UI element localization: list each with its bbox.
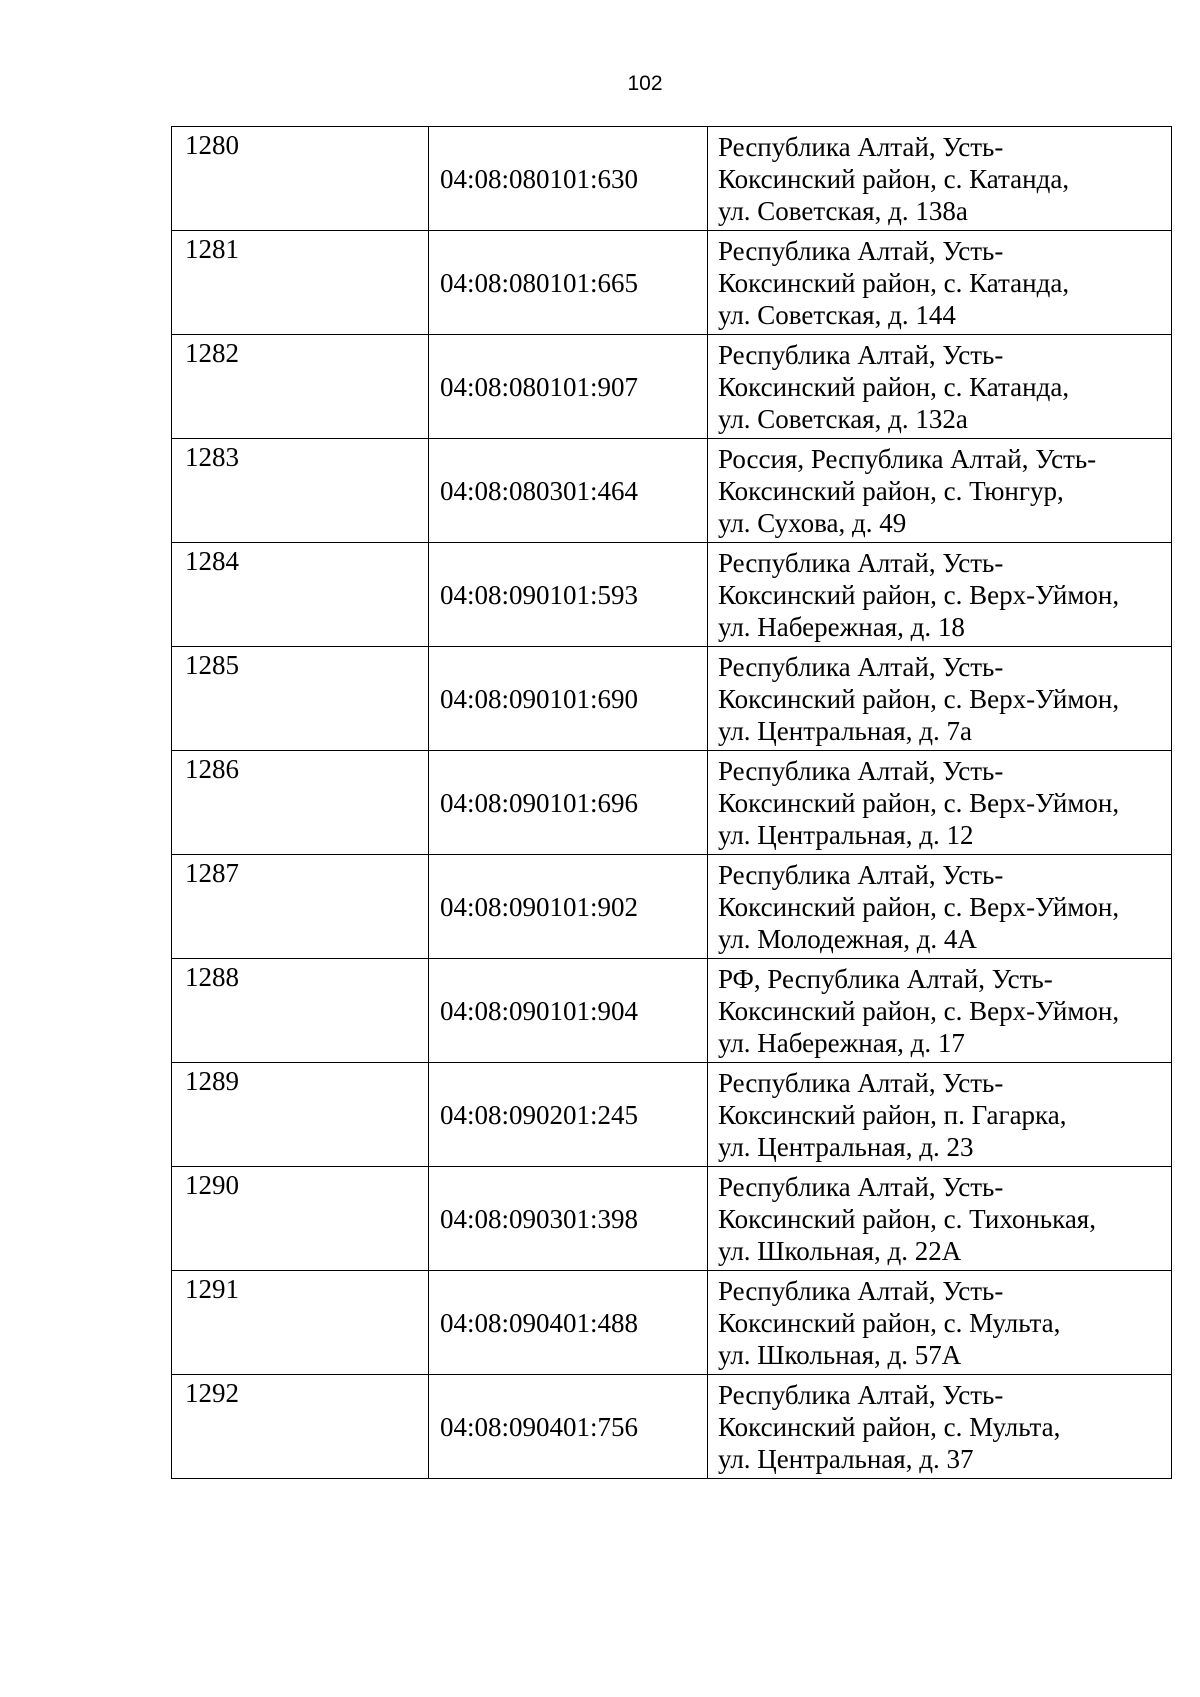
table-row — [172, 1271, 1172, 1375]
table-row — [172, 1063, 1172, 1167]
address-line: ул. Набережная, д. 17 — [718, 1027, 965, 1058]
address-line: Коксинский район, с. Верх-Уймон, — [718, 787, 1120, 818]
address-cell — [708, 335, 1172, 439]
address-line: ул. Школьная, д. 22А — [718, 1235, 962, 1266]
address-line: Республика Алтай, Усть- — [718, 651, 1004, 682]
address-line: Республика Алтай, Усть- — [718, 859, 1004, 890]
table-row — [172, 127, 1172, 231]
cadastral-number-cell — [429, 1271, 708, 1375]
cadastral-number: 04:08:090301:398 — [440, 1203, 639, 1234]
row-number: 1285 — [185, 650, 239, 680]
cadastral-number-cell — [429, 1375, 708, 1479]
address-line: Республика Алтай, Усть- — [718, 1067, 1004, 1098]
table-row — [172, 855, 1172, 959]
address-line: Республика Алтай, Усть- — [718, 755, 1004, 786]
row-number-cell — [172, 543, 429, 647]
row-number-cell — [172, 1167, 429, 1271]
address-cell — [708, 1271, 1172, 1375]
cadastral-number: 04:08:080101:630 — [440, 163, 639, 194]
address-line: Республика Алтай, Усть- — [718, 339, 1004, 370]
row-number: 1292 — [185, 1378, 239, 1408]
address-cell — [708, 231, 1172, 335]
cadastral-number: 04:08:090101:696 — [440, 787, 639, 818]
cadastral-number-cell — [429, 127, 708, 231]
address-line: ул. Школьная, д. 57А — [718, 1339, 962, 1370]
cadastral-number-cell — [429, 1063, 708, 1167]
row-number-cell — [172, 127, 429, 231]
row-number-cell — [172, 959, 429, 1063]
cadastral-number: 04:08:090101:902 — [440, 891, 639, 922]
row-number-cell — [172, 335, 429, 439]
row-number: 1281 — [185, 234, 239, 264]
cadastral-number: 04:08:090101:904 — [440, 995, 639, 1026]
row-number-cell — [172, 231, 429, 335]
address-line: РФ, Республика Алтай, Усть- — [718, 963, 1053, 994]
cadastral-number-cell — [429, 231, 708, 335]
address-line: ул. Советская, д. 132а — [718, 403, 968, 434]
cadastral-number: 04:08:080101:665 — [440, 267, 639, 298]
address-line: ул. Центральная, д. 12 — [718, 819, 974, 850]
address-line: Коксинский район, с. Катанда, — [718, 267, 1070, 298]
address-line: ул. Советская, д. 138а — [718, 195, 968, 226]
address-cell — [708, 959, 1172, 1063]
address-cell — [708, 647, 1172, 751]
address-line: Коксинский район, с. Верх-Уймон, — [718, 995, 1120, 1026]
address-line: Республика Алтай, Усть- — [718, 1275, 1004, 1306]
row-number-cell — [172, 1063, 429, 1167]
table-row — [172, 751, 1172, 855]
cadastral-number: 04:08:090401:488 — [440, 1307, 639, 1338]
address-line: ул. Центральная, д. 37 — [718, 1443, 974, 1474]
row-number-cell — [172, 1271, 429, 1375]
address-line: Республика Алтай, Усть- — [718, 235, 1004, 266]
address-line: ул. Набережная, д. 18 — [718, 611, 965, 642]
address-cell — [708, 1375, 1172, 1479]
row-number: 1288 — [185, 962, 239, 992]
cadastral-number-cell — [429, 335, 708, 439]
address-line: Коксинский район, с. Тихонькая, — [718, 1203, 1096, 1234]
row-number: 1289 — [185, 1066, 239, 1096]
table-row — [172, 1167, 1172, 1271]
address-cell — [708, 1063, 1172, 1167]
address-line: Коксинский район, с. Мульта, — [718, 1307, 1061, 1338]
cadastral-number: 04:08:080301:464 — [440, 475, 639, 506]
address-line: ул. Сухова, д. 49 — [718, 507, 907, 538]
address-line: Коксинский район, п. Гагарка, — [718, 1099, 1067, 1130]
page-number: 102 — [627, 72, 663, 95]
cadastral-number-cell — [429, 647, 708, 751]
row-number: 1282 — [185, 338, 239, 368]
cadastral-number-cell — [429, 751, 708, 855]
address-line: Россия, Республика Алтай, Усть- — [718, 443, 1097, 474]
address-line: Коксинский район, с. Мульта, — [718, 1411, 1061, 1442]
table-row — [172, 1375, 1172, 1479]
address-line: Коксинский район, с. Верх-Уймон, — [718, 683, 1120, 714]
row-number-cell — [172, 855, 429, 959]
address-line: Республика Алтай, Усть- — [718, 131, 1004, 162]
address-line: ул. Молодежная, д. 4А — [718, 923, 977, 954]
address-line: Республика Алтай, Усть- — [718, 1379, 1004, 1410]
address-cell — [708, 855, 1172, 959]
table-row — [172, 231, 1172, 335]
address-cell — [708, 1167, 1172, 1271]
table-row — [172, 647, 1172, 751]
address-cell — [708, 751, 1172, 855]
address-line: ул. Центральная, д. 23 — [718, 1131, 974, 1162]
row-number: 1286 — [185, 754, 239, 784]
address-cell — [708, 127, 1172, 231]
address-line: ул. Центральная, д. 7а — [718, 715, 972, 746]
address-line: Коксинский район, с. Тюнгур, — [718, 475, 1064, 506]
address-cell — [708, 543, 1172, 647]
row-number: 1287 — [185, 858, 239, 888]
row-number-cell — [172, 439, 429, 543]
cadastral-number-cell — [429, 1167, 708, 1271]
row-number: 1291 — [185, 1274, 239, 1304]
cadastral-number-cell — [429, 855, 708, 959]
cadastral-number: 04:08:090101:690 — [440, 683, 639, 714]
row-number-cell — [172, 1375, 429, 1479]
table-row — [172, 439, 1172, 543]
address-line: Коксинский район, с. Катанда, — [718, 163, 1070, 194]
cadastral-number: 04:08:090401:756 — [440, 1411, 639, 1442]
address-line: Коксинский район, с. Верх-Уймон, — [718, 579, 1120, 610]
address-line: Коксинский район, с. Верх-Уймон, — [718, 891, 1120, 922]
cadastral-number-cell — [429, 439, 708, 543]
row-number: 1280 — [185, 130, 239, 160]
row-number-cell — [172, 647, 429, 751]
address-line: Республика Алтай, Усть- — [718, 547, 1004, 578]
cadastral-number-cell — [429, 959, 708, 1063]
address-cell — [708, 439, 1172, 543]
address-line: Коксинский район, с. Катанда, — [718, 371, 1070, 402]
row-number: 1290 — [185, 1170, 239, 1200]
row-number: 1284 — [185, 546, 239, 576]
row-number: 1283 — [185, 442, 239, 472]
row-number-cell — [172, 751, 429, 855]
registry-table — [171, 126, 1172, 1479]
cadastral-number: 04:08:090201:245 — [440, 1099, 639, 1130]
table-row — [172, 335, 1172, 439]
table-row — [172, 959, 1172, 1063]
table-row — [172, 543, 1172, 647]
cadastral-number-cell — [429, 543, 708, 647]
address-line: ул. Советская, д. 144 — [718, 299, 956, 330]
cadastral-number: 04:08:080101:907 — [440, 371, 639, 402]
address-line: Республика Алтай, Усть- — [718, 1171, 1004, 1202]
cadastral-number: 04:08:090101:593 — [440, 579, 639, 610]
